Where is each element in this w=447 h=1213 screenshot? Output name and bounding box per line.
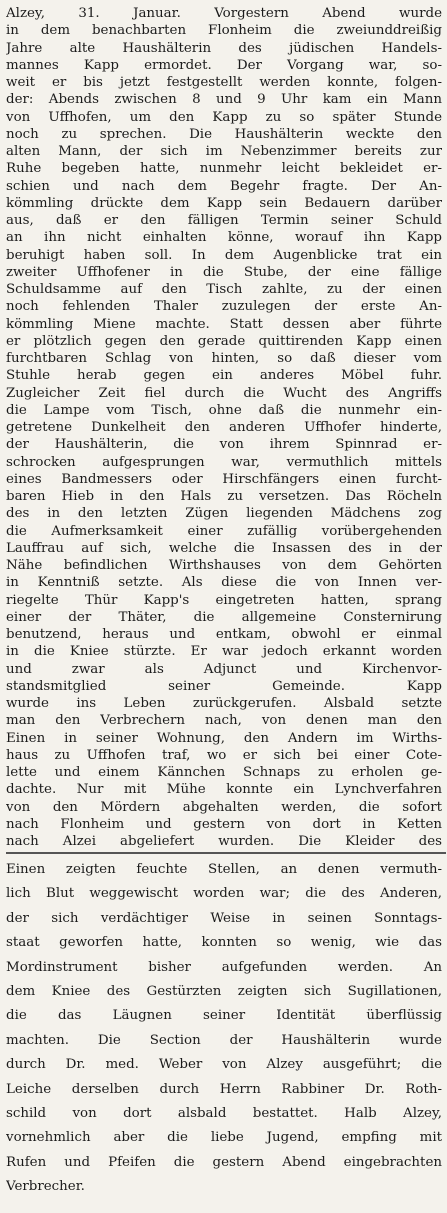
text-line: schild von dort alsbald bestattet. Halb Alzey,: [6, 1106, 442, 1121]
text-line: in die Kniee stürzte. Er war jedoch erkannt worden: [6, 644, 442, 660]
text-line: mannes Kapp ermordet. Der Vorgang war, so-: [6, 57, 442, 73]
text-line: eines Bandmessers oder Hirschfängers einen furcht-: [6, 471, 442, 487]
text-line: kömmling Miene machte. Statt dessen aber führte: [6, 316, 442, 332]
text-line: getretene Dunkelheit den anderen Uffhofer hinderte,: [6, 420, 442, 435]
text-line: standsmitglied seiner Gemeinde. Kapp: [6, 678, 442, 694]
text-line: die Aufmerksamkeit einer zufällig vorübergehenden: [6, 523, 442, 539]
text-line: Zugleicher Zeit fiel durch die Wucht des Angriffs: [6, 385, 442, 401]
text-line: wurde ins Leben zurückgerufen. Alsbald setzte: [6, 696, 442, 711]
text-line: riegelte Thür Kapp's eingetreten hatten, sprang: [6, 592, 442, 608]
text-line: Schuldsamme auf den Tisch zahlte, zu der einen: [6, 282, 442, 297]
text-line: nach Flonheim und gestern von dort in Ketten: [6, 816, 442, 832]
text-line: durch Dr. med. Weber von Alzey ausgeführt; die: [6, 1057, 442, 1073]
text-line: der Haushälterin, die von ihrem Spinnrad er-: [6, 437, 442, 453]
text-line: von den Mördern abgehalten werden, die sofort: [6, 799, 442, 815]
text-line: an ihn nicht einhalten könne, worauf ihn Kapp: [6, 230, 442, 246]
text-line: baren Hieb in den Hals zu versetzen. Das Röcheln: [6, 489, 442, 504]
text-line: Nähe befindlichen Wirthshauses von dem Gehörten: [6, 558, 442, 573]
article-column: [6, 0, 442, 1213]
text-line: einer der Thäter, die allgemeine Consternirung: [6, 609, 442, 625]
text-line: machten. Die Section der Haushälterin wurde: [6, 1032, 442, 1048]
text-line: nach Alzei abgeliefert wurden. Die Kleider des: [6, 834, 442, 849]
text-line: und zwar als Adjunct und Kirchenvor-: [6, 661, 442, 677]
text-line: Einen in seiner Wohnung, den Andern im Wirths-: [6, 730, 442, 746]
text-line: noch zu sprechen. Die Haushälterin weckte den: [6, 126, 442, 142]
text-line: die das Läugnen seiner Identität überflüssig: [6, 1008, 442, 1024]
text-line: Rufen und Pfeifen die gestern Abend eingebrachten: [6, 1154, 442, 1170]
text-line: lette und einem Kännchen Schnaps zu erholen ge-: [6, 765, 442, 780]
text-line: Ruhe begeben hatte, nunmehr leicht bekleidet er-: [6, 161, 442, 177]
text-line: kömmling drückte dem Kapp sein Bedauern darüber: [6, 195, 442, 211]
text-line: der: Abends zwischen 8 und 9 Uhr kam ein Mann: [6, 92, 442, 108]
text-line: vornehmlich aber die liebe Jugend, empfing mit: [6, 1130, 442, 1146]
text-line: Leiche derselben durch Herrn Rabbiner Dr. Roth-: [6, 1081, 442, 1097]
text-line: alten Mann, der sich im Nebenzimmer bereits zur: [6, 144, 442, 159]
text-line: zweiter Uffhofener in die Stube, der eine fällige: [6, 264, 442, 280]
text-line: weit er bis jetzt festgestellt werden konnte, folgen-: [6, 75, 442, 90]
text-line: furchtbaren Schlag von hinten, so daß dieser vom: [6, 351, 442, 366]
text-line: Jahre alte Haushälterin des jüdischen Handels-: [6, 40, 442, 56]
text-line: die Lampe vom Tisch, ohne daß die nunmehr ein-: [6, 402, 442, 418]
text-line: in dem benachbarten Flonheim die zweiunddreißig: [6, 23, 442, 39]
text-line: noch fehlenden Thaler zuzulegen der erste An-: [6, 299, 442, 315]
text-line: Stuhle herab gegen ein anderes Möbel fuhr.: [6, 368, 442, 384]
text-line: Verbrecher.: [6, 1179, 85, 1195]
text-line: der sich verdächtiger Weise in seinen Sonntags-: [6, 910, 442, 926]
text-line: beruhigt haben soll. In dem Augenblicke trat ein: [6, 247, 442, 263]
text-line: haus zu Uffhofen traf, wo er sich bei einer Cote-: [6, 747, 442, 763]
text-line: Einen zeigten feuchte Stellen, an denen vermuth-: [6, 862, 442, 877]
text-line: Alzey, 31. Januar. Vorgestern Abend wurde: [6, 6, 442, 21]
text-line: dachte. Nur mit Mühe konnte ein Lynchverfahren: [6, 782, 442, 798]
text-line: von Uffhofen, um den Kapp zu so später Stunde: [6, 109, 442, 125]
text-line: staat geworfen hatte, konnten so wenig, wie das: [6, 935, 442, 951]
text-line: des in den letzten Zügen liegenden Mädchens zog: [6, 506, 442, 522]
text-line: in Kenntniß setzte. Als diese die von Innen ver-: [6, 575, 442, 591]
text-line: schrocken aufgesprungen war, vermuthlich mittels: [6, 454, 442, 470]
text-line: schien und nach dem Begehr fragte. Der An-: [6, 178, 442, 194]
column-separator-rule: [6, 852, 446, 854]
text-line: benutzend, heraus und entkam, obwohl er einmal: [6, 627, 442, 642]
text-line: Lauffrau auf sich, welche die Insassen des in der: [6, 540, 442, 556]
text-line: aus, daß er den fälligen Termin seiner Schuld: [6, 213, 442, 228]
text-line: dem Kniee des Gestürzten zeigten sich Sugillationen,: [6, 984, 442, 999]
text-line: lich Blut weggewischt worden war; die des Anderen,: [6, 886, 442, 902]
text-line: Mordinstrument bisher aufgefunden werden. An: [6, 959, 442, 975]
text-line: man den Verbrechern nach, von denen man den: [6, 713, 442, 729]
text-line: er plötzlich gegen den gerade quittirenden Kapp einen: [6, 333, 442, 349]
